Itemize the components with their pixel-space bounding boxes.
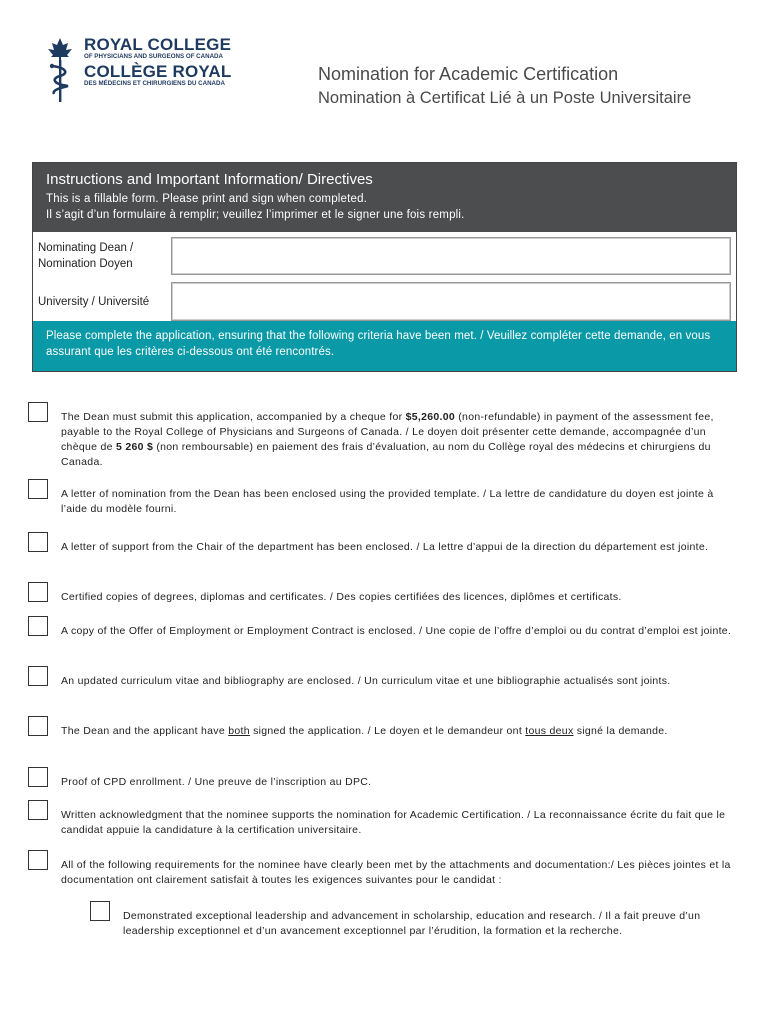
checkbox-signatures[interactable] [28, 716, 48, 736]
checkbox-dean-letter[interactable] [28, 479, 48, 499]
checkbox-cv[interactable] [28, 666, 48, 686]
checklist-text: Proof of CPD enrollment. / Une preuve de l’inscription au DPC. [61, 776, 372, 788]
dean-row [33, 232, 736, 280]
checklist-text: Certified copies of degrees, diplomas and certificates. / Des copies certifiées des licences, diplômes et certificats. [61, 591, 622, 603]
checkbox-employment-offer[interactable] [28, 616, 48, 636]
checkbox-requirements[interactable] [28, 850, 48, 870]
university-row [33, 280, 736, 322]
instructions-line-fr: Il s’agit d’un formulaire à remplir; veuillez l’imprimer et le signer une fois rempli. [46, 209, 465, 221]
checkbox-acknowledgment[interactable] [28, 800, 48, 820]
instructions-panel [32, 162, 737, 372]
checkbox-cpd[interactable] [28, 767, 48, 787]
checklist-text: Written acknowledgment that the nominee supports the nomination for Academic Certification. / La reconnaissance écrite du fait que le candidat appuie la candidature à la certification universitaire. [61, 809, 726, 836]
dean-label: Nominating Dean / Nomination Doyen [38, 242, 134, 270]
checklist-text: An updated curriculum vitae and bibliography are enclosed. / Un curriculum vitae et une bibliographie actualisés sont joints. [61, 675, 671, 687]
university-input[interactable] [171, 282, 731, 321]
document-title [318, 64, 691, 108]
logo-subtext-fr: DES MÉDECINS ET CHIRURGIENS DU CANADA [84, 80, 225, 88]
checklist-text: All of the following requirements for the nominee have clearly been met by the attachments and documentation:/ Les pièces jointes et la documentation ont clairement satisfait à toutes les exigences suivantes pour le candidat : [61, 859, 731, 886]
checklist-text: A letter of support from the Chair of the department has been enclosed. / La lettre d’appui de la direction du département est jointe. [61, 541, 709, 553]
checklist-text: The Dean must submit this application, accompanied by a cheque for $5,260.00 (non-refundable) in payment of the assessment fee, payable to the Royal College of Physicians and Surgeons of Canada. / Le doyen doit présenter cette demande, accompagnée d’un chèque de 5 260 $ (non remboursable) en paiement des frais d’évaluation, au nom du Collège royal des médecins et chirurgiens du Canada. [61, 411, 714, 468]
checklist-text: A copy of the Offer of Employment or Employment Contract is enclosed. / Une copie de l’offre d’emploi ou du contrat d’emploi est jointe. [61, 625, 732, 637]
instructions-heading: Instructions and Important Information/ Directives [46, 171, 373, 188]
checkbox-chair-letter[interactable] [28, 532, 48, 552]
logo-subtext-en: OF PHYSICIANS AND SURGEONS OF CANADA [84, 53, 223, 60]
instructions-line-en: This is a fillable form. Please print and sign when completed. [46, 193, 368, 205]
logo-text-en: ROYAL COLLEGE [84, 35, 232, 54]
caduceus-maple-leaf-icon [40, 36, 80, 104]
checklist-text: The Dean and the applicant have both signed the application. / Le doyen et le demandeur ont tous deux signé la demande. [61, 725, 668, 737]
checklist-text: Demonstrated exceptional leadership and advancement in scholarship, education and research. / Il a fait preuve d’un leadership exceptionnel et d’un avancement exceptionnel par l’érudition, la formation et la recherche. [123, 910, 701, 937]
instructions-header [33, 163, 736, 232]
university-label: University / Université [38, 296, 150, 308]
checklist-text: A letter of nomination from the Dean has been enclosed using the provided template. / La lettre de candidature du doyen est jointe à l’aide du modèle fourni. [61, 488, 714, 515]
checkbox-certified-copies[interactable] [28, 582, 48, 602]
criteria-note: Please complete the application, ensuring that the following criteria have been met. / Veuillez compléter cette demande, en vous assurant que les critères ci-dessous ont été rencontrés. [33, 321, 736, 371]
title-english: Nomination for Academic Certification [318, 64, 619, 84]
checkbox-fee-cheque[interactable] [28, 402, 48, 422]
logo-text-fr: COLLÈGE ROYAL [84, 62, 232, 82]
royal-college-logo [40, 36, 240, 106]
title-french: Nomination à Certificat Lié à un Poste Universitaire [318, 89, 692, 107]
dean-input[interactable] [171, 237, 731, 275]
checkbox-leadership[interactable] [90, 901, 110, 921]
